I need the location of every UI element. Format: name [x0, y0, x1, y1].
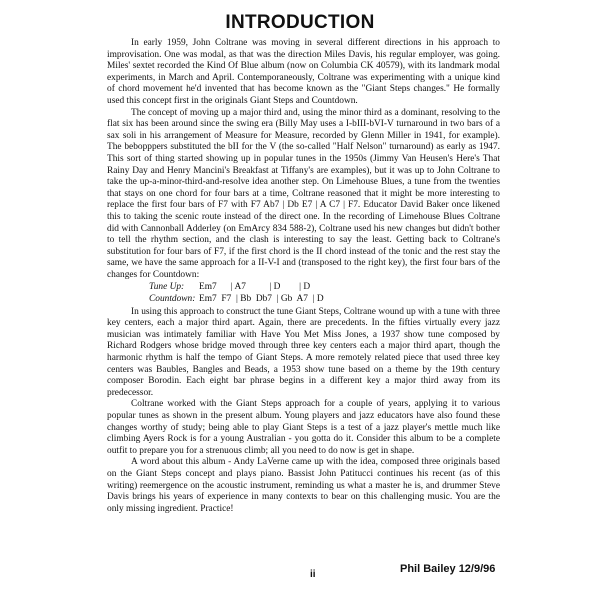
- page-title: INTRODUCTION: [225, 12, 375, 33]
- chord-row-tune-up: [149, 282, 500, 294]
- chord-row-chords: Em7 F7 | Bb Db7 | Gb A7 | D: [199, 294, 324, 305]
- page-number: ii: [310, 569, 316, 580]
- chord-changes: [149, 282, 500, 305]
- paragraph-1: In early 1959, John Coltrane was moving in several different directions in his approach to improvisation. One was modal, as that was the direction Miles Davis, his regular employer, was going. Miles' sextet recorded the Kind Of Blue album (now on Columbia CK 40579), with its landmark modal experiments, in March and April. Contemporaneously, Coltrane was experimenting with a unique kind of chord movement he'd invented that has become known as the "Giant Steps changes." He formally used this concept first in the originals Giant Steps and Countdown.: [107, 38, 500, 106]
- author-signature: Phil Bailey 12/9/96: [400, 563, 496, 575]
- chord-row-label: Tune Up:: [149, 282, 185, 293]
- chord-row-countdown: [149, 294, 500, 306]
- chord-row-label: Countdown:: [149, 294, 196, 305]
- paragraph-3: In using this approach to construct the tune Giant Steps, Coltrane wound up with a tune with three key centers, each a major third apart. Again, there are precedents. In the fifties virtually every jazz musician was intimately familiar with Have You Met Miss Jones, a 1937 show tune composed by Richard Rodgers whose bridge moved through three key centers each a major third apart, though the harmonic rhythm is half the tempo of Giant Steps. A more remotely related piece that used three key centers was Baubles, Bangles and Beads, a 1953 show tune based on a theme by the 19th century composer Borodin. Each eight bar phrase begins in a different key a major third away from its predecessor.: [107, 306, 500, 398]
- paragraph-2: The concept of moving up a major third and, using the minor third as a dominant, resolving to the flat six has been around since the swing era (Billy May uses a I-bIII-bVI-V turnaround in two bars of a sax soli in his arrangement of Measure for Measure, recorded by Glenn Miller in 1941, for example). The bebopppers substituted the bII for the V (the so-called "Half Nelson" turnaround) as early as 1947. This sort of thing started showing up in popular tunes in the 1950s (Jimmy Van Heusen's Here's That Rainy Day and Henry Mancini's Breakfast at Tiffany's are examples), but it was up to John Coltrane to take the up-a-minor-third-and-resolve idea another step. On Limehouse Blues, a tune from the twenties that stays on one chord for four bars at a time, Coltrane reasoned that it might be more interesting to replace the first four bars of F7 with F7 Ab7 | Db E7 | A C7 | F7. Educator David Baker once likened this to taking the scenic route instead of the direct one. In the recording of Limehouse Blues Coltrane did with Cannonball Adderley (on EmArcy 834 588-2), Coltrane used his new changes but didn't bother to tell the rhythm section, and the clash is interesting to say the least. Getting back to Coltrane's substitution for four bars of F7, if the first chord is the II chord instead of the tonic and the rest stay the same, we have the same approach for a II-V-I and (transposed to the right key), the first four bars of the changes for Countdown:: [107, 107, 500, 280]
- paragraph-5: A word about this album - Andy LaVerne came up with the idea, composed three originals based on the Giant Steps concept and plays piano. Bassist John Patitucci continues his recent (as of this writing) reemergence on the acoustic instrument, reminding us what a master he is, and drummer Steve Davis brings his years of experience in many contexts to bear on this challenging music. You are the only missing ingredient. Practice!: [107, 457, 500, 514]
- paragraph-4: Coltrane worked with the Giant Steps approach for a couple of years, applying it to various popular tunes as shown in the present album. Young players and jazz educators have also found these changes worthy of study; being able to play Giant Steps is a test of a jazz player's mettle much like climbing Ayers Rock is for a young Australian - you gotta do it. Consider this album to be a complete outfit to prepare you for a strenuous climb; all you need to do now is get in shape.: [107, 399, 500, 456]
- chord-row-chords: Em7 | A7 | D | D: [199, 282, 311, 293]
- body-text: [107, 38, 500, 515]
